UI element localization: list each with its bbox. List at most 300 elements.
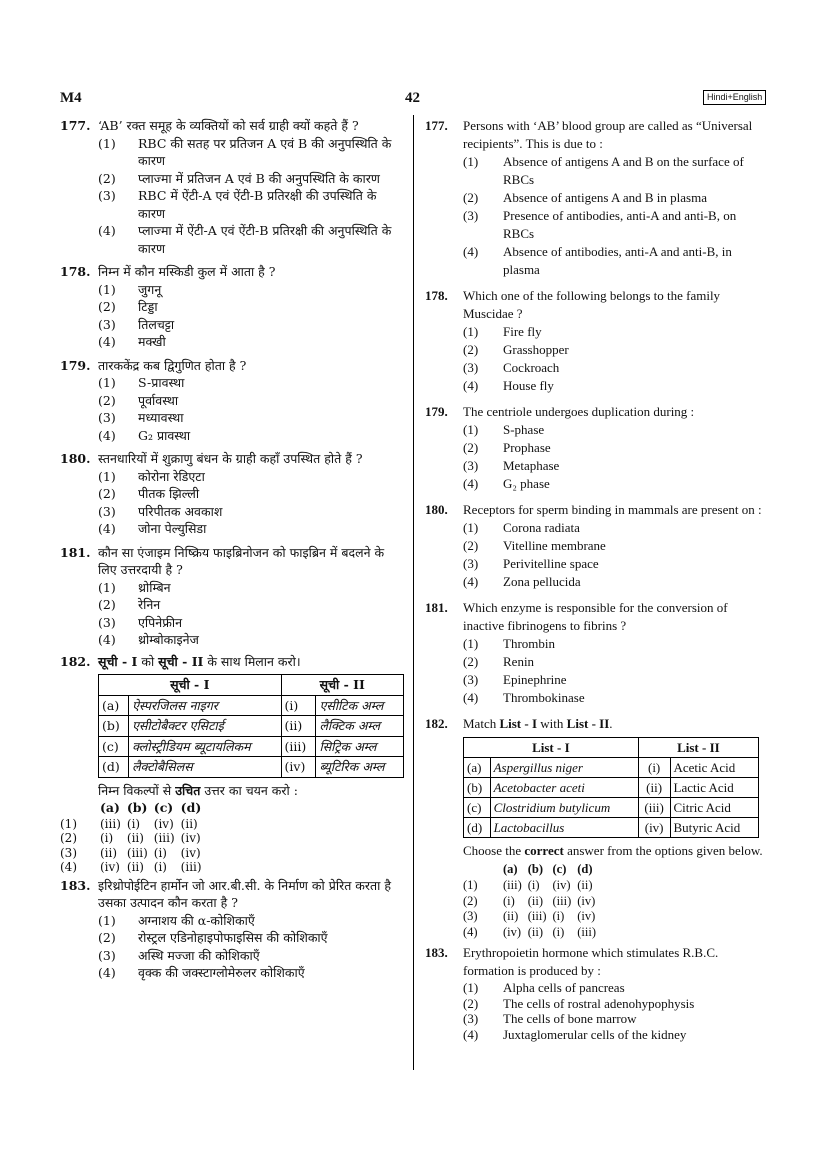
question-text: Which enzyme is responsible for the conversion of inactive fibrinogens to fibrins ? bbox=[463, 600, 728, 633]
match-table bbox=[98, 674, 404, 778]
option-2 bbox=[98, 298, 405, 316]
option-number: (1) bbox=[98, 135, 116, 151]
table-header: सूची - II bbox=[281, 675, 403, 696]
instruction-text bbox=[425, 842, 770, 860]
cell: (iv) bbox=[638, 818, 670, 838]
table-header: List - II bbox=[638, 738, 758, 758]
option-text: रोस्ट्रल एडिनोहाइपोफाइसिस की कोशिकाएँ bbox=[138, 930, 328, 945]
option-text: अग्नाशय की α-कोशिकाएँ bbox=[138, 912, 255, 928]
option-3 bbox=[98, 614, 405, 632]
option-text: वृक्क की जक्स्टाग्लोमेरुलर कोशिकाएँ bbox=[138, 965, 305, 980]
list-1-ref: List - I bbox=[499, 716, 538, 731]
instruction-part: उत्तर का चयन करो : bbox=[200, 782, 298, 798]
option-text: Thrombin bbox=[503, 636, 555, 651]
option-3 bbox=[463, 1011, 770, 1027]
option-4 bbox=[98, 631, 405, 649]
question-text: तारककेंद्र कब द्विगुणित होता है ? bbox=[98, 357, 247, 373]
option-number: (2) bbox=[98, 392, 116, 408]
cell: (2) bbox=[463, 893, 478, 908]
option-3 bbox=[98, 947, 405, 965]
option-number: (4) bbox=[98, 632, 116, 647]
instruction-part: निम्न विकल्पों से bbox=[98, 782, 176, 798]
cell: Citric Acid bbox=[670, 798, 759, 818]
cell: (i) bbox=[527, 878, 540, 892]
question-number: 179. bbox=[60, 357, 91, 373]
cell: (iii) bbox=[552, 893, 572, 908]
question-180-en bbox=[425, 501, 770, 591]
table-row bbox=[464, 798, 759, 818]
option-number: (1) bbox=[463, 324, 479, 339]
option-3 bbox=[98, 187, 405, 222]
option-text: जोना पेल्युसिडा bbox=[138, 521, 207, 536]
cell: (iii) bbox=[527, 909, 547, 923]
option-text: कोरोना रेडिएटा bbox=[138, 468, 205, 484]
option-text: प्लाज्मा में ऐंटी-A एवं ऐंटी-B प्रतिरक्षी की अनुपस्थिति के कारण bbox=[138, 223, 392, 256]
option-number: (4) bbox=[463, 1026, 479, 1042]
answer-head: (d) bbox=[577, 862, 593, 876]
question-179-en bbox=[425, 403, 770, 493]
option-number: (1) bbox=[463, 636, 479, 651]
cell: (iii) bbox=[503, 878, 522, 892]
cell: लैक्टोबैसिलस bbox=[129, 757, 281, 778]
option-text: मक्खी bbox=[138, 334, 166, 349]
question-182-hi bbox=[60, 653, 405, 875]
table-row bbox=[99, 736, 404, 757]
question-text: निम्न में कौन मस्किडी कुल में आता है ? bbox=[98, 264, 276, 279]
option-number: (1) bbox=[98, 468, 116, 484]
option-number: (2) bbox=[98, 597, 116, 612]
option-4 bbox=[98, 222, 405, 257]
cell: (ii) bbox=[126, 831, 144, 845]
cell: सिट्रिक अम्ल bbox=[316, 736, 404, 757]
cell: (3) bbox=[463, 909, 478, 923]
cell: (a) bbox=[99, 695, 129, 716]
cell: (d) bbox=[464, 818, 491, 838]
connector-text: . bbox=[609, 716, 613, 731]
option-1 bbox=[463, 153, 770, 189]
question-number: 177. bbox=[60, 118, 91, 133]
question-text: Receptors for sperm binding in mammals are present on : bbox=[463, 502, 762, 517]
option-number: (2) bbox=[463, 190, 479, 205]
option-3 bbox=[463, 555, 770, 573]
question-182-en bbox=[425, 715, 770, 940]
option-1 bbox=[98, 912, 405, 930]
cell: (iv) bbox=[552, 878, 571, 892]
option-number: (1) bbox=[98, 579, 116, 595]
option-text: रेनिन bbox=[138, 597, 161, 612]
option-number: (1) bbox=[463, 980, 479, 995]
option-4 bbox=[98, 333, 405, 351]
question-179-hi bbox=[60, 357, 405, 445]
cell: (iii) bbox=[638, 798, 670, 818]
option-number: (4) bbox=[98, 334, 116, 349]
connector-text: को bbox=[137, 653, 159, 669]
cell: (i) bbox=[638, 758, 670, 778]
option-1 bbox=[463, 635, 770, 653]
cell: Acetobacter aceti bbox=[490, 778, 638, 798]
answer-row bbox=[60, 860, 208, 875]
cell: (4) bbox=[463, 924, 478, 939]
question-text: The centriole undergoes duplication during : bbox=[463, 404, 695, 419]
instruction-part: answer from the options given below. bbox=[563, 843, 763, 858]
option-text: प्लाज्मा में प्रतिजन A एवं B की अनुपस्थिति के कारण bbox=[138, 170, 380, 186]
cell: (ii) bbox=[577, 878, 593, 892]
option-text: Vitelline membrane bbox=[503, 538, 606, 553]
cell: (iv) bbox=[180, 831, 201, 845]
question-number: 180. bbox=[60, 451, 91, 466]
option-2 bbox=[98, 929, 405, 947]
option-text: थ्रोम्बोकाइनेज bbox=[138, 632, 199, 647]
option-number: (3) bbox=[98, 614, 116, 630]
option-4 bbox=[98, 964, 405, 982]
table-header: सूची - I bbox=[99, 675, 282, 696]
cell: एसीटिक अम्ल bbox=[316, 695, 404, 716]
cell: (c) bbox=[99, 736, 129, 757]
option-text: तिलचट्टा bbox=[138, 316, 175, 332]
question-number: 183. bbox=[425, 945, 448, 960]
question-177-hi bbox=[60, 117, 405, 257]
option-text: S-phase bbox=[503, 422, 545, 437]
question-text: Persons with ‘AB’ blood group are called as “Universal recipients”. This is due to : bbox=[463, 118, 753, 151]
option-4 bbox=[463, 1027, 770, 1043]
option-3 bbox=[98, 409, 405, 427]
instruction-keyword: उचित bbox=[175, 782, 201, 798]
option-2 bbox=[463, 439, 770, 457]
option-3 bbox=[463, 457, 770, 475]
option-number: (2) bbox=[463, 995, 479, 1011]
question-183-en bbox=[425, 944, 770, 1042]
cell: (ii) bbox=[503, 909, 519, 923]
cell: (iv) bbox=[577, 909, 596, 923]
option-text: Juxtaglomerular cells of the kidney bbox=[503, 1026, 687, 1042]
answer-row bbox=[463, 909, 602, 925]
cell: (1) bbox=[60, 816, 77, 831]
table-row bbox=[464, 758, 759, 778]
answer-head: (d) bbox=[180, 800, 202, 815]
english-column bbox=[425, 117, 770, 1042]
cell: (4) bbox=[60, 860, 77, 874]
option-number: (1) bbox=[98, 375, 116, 390]
option-text: एपिनेफ्रीन bbox=[138, 614, 183, 630]
cell: (3) bbox=[60, 845, 77, 860]
answer-row bbox=[60, 831, 208, 846]
answer-row bbox=[60, 817, 208, 832]
option-2 bbox=[463, 653, 770, 671]
option-1 bbox=[98, 374, 405, 392]
question-177-en bbox=[425, 117, 770, 279]
option-2 bbox=[463, 537, 770, 555]
question-181-en bbox=[425, 599, 770, 707]
option-1 bbox=[98, 468, 405, 486]
paper-code: M4 bbox=[60, 90, 82, 106]
option-4 bbox=[98, 427, 405, 445]
cell: Lactic Acid bbox=[670, 778, 759, 798]
option-number: (2) bbox=[98, 299, 116, 314]
option-text: Grasshopper bbox=[503, 342, 569, 357]
cell: क्लोस्ट्रीडियम ब्यूटायलिकम bbox=[129, 736, 281, 757]
option-number: (4) bbox=[463, 378, 479, 393]
question-text: इरिथ्रोपोईटिन हार्मोन जो आर.बी.सी. के निर्माण को प्रेरित करता है उसका उत्पादन कौन करता है ? bbox=[98, 877, 391, 910]
option-number: (3) bbox=[98, 410, 116, 425]
option-text: House fly bbox=[503, 378, 554, 393]
answer-head: (c) bbox=[153, 800, 174, 815]
option-number: (3) bbox=[463, 672, 479, 687]
option-4 bbox=[463, 573, 770, 591]
cell: (i) bbox=[552, 924, 565, 939]
cell: (iii) bbox=[126, 845, 148, 860]
cell: (a) bbox=[464, 758, 491, 778]
cell: (d) bbox=[99, 757, 129, 778]
connector-text: Match bbox=[463, 716, 500, 731]
option-2 bbox=[463, 996, 770, 1012]
cell: Lactobacillus bbox=[490, 818, 638, 838]
table-header: List - I bbox=[464, 738, 639, 758]
option-text: Absence of antigens A and B on the surface of RBCs bbox=[503, 154, 744, 187]
option-text: Epinephrine bbox=[503, 672, 567, 687]
table-row bbox=[99, 695, 404, 716]
option-number: (2) bbox=[98, 486, 116, 501]
question-180-hi bbox=[60, 450, 405, 538]
question-text bbox=[463, 715, 770, 733]
cell: (ii) bbox=[100, 845, 118, 860]
question-number: 178. bbox=[425, 288, 448, 303]
option-text: Corona radiata bbox=[503, 520, 580, 535]
option-number: (3) bbox=[463, 360, 479, 375]
question-178-hi bbox=[60, 263, 405, 351]
option-text: Absence of antigens A and B in plasma bbox=[503, 190, 707, 205]
option-text: Zona pellucida bbox=[503, 574, 581, 589]
connector-text: with bbox=[537, 716, 567, 731]
option-text: Thrombokinase bbox=[503, 690, 585, 705]
question-text: Which one of the following belongs to the family Muscidae ? bbox=[463, 288, 721, 321]
cell: (iv) bbox=[180, 845, 201, 860]
option-text: जुगनू bbox=[138, 281, 162, 297]
table-row bbox=[464, 778, 759, 798]
option-text: Perivitelline space bbox=[503, 556, 599, 571]
option-text: अस्थि मज्जा की कोशिकाएँ bbox=[138, 947, 260, 963]
page-number: 42 bbox=[405, 90, 420, 106]
option-number: (2) bbox=[463, 440, 479, 455]
option-number: (4) bbox=[463, 690, 479, 705]
answer-head: (a) bbox=[503, 862, 518, 876]
answer-row bbox=[463, 925, 602, 941]
answer-head: (b) bbox=[527, 862, 544, 876]
question-number: 182. bbox=[60, 653, 91, 669]
option-2 bbox=[98, 392, 405, 410]
option-text: RBC की सतह पर प्रतिजन A एवं B की अनुपस्थिति के कारण bbox=[138, 135, 392, 168]
option-1 bbox=[98, 579, 405, 597]
option-3 bbox=[463, 671, 770, 689]
option-text: Absence of antibodies, anti-A and anti-B, in plasma bbox=[503, 244, 732, 277]
option-1 bbox=[98, 135, 405, 170]
option-number: (1) bbox=[463, 520, 479, 535]
list-1-ref: सूची - I bbox=[98, 653, 138, 669]
cell: (b) bbox=[99, 716, 129, 737]
option-number: (3) bbox=[98, 947, 116, 963]
question-text: Erythropoietin hormone which stimulates R.B.C. formation is produced by : bbox=[463, 945, 719, 978]
answer-options-table bbox=[463, 860, 602, 940]
option-3 bbox=[463, 359, 770, 377]
option-number: (1) bbox=[463, 154, 479, 169]
question-number: 179. bbox=[425, 404, 448, 419]
option-number: (4) bbox=[463, 476, 479, 491]
cell: (ii) bbox=[638, 778, 670, 798]
cell: (iv) bbox=[577, 893, 596, 908]
question-text: कौन सा एंजाइम निष्क्रिय फाइब्रिनोजन को फाइब्रिन में बदलने के लिए उत्तरदायी है ? bbox=[98, 544, 385, 577]
option-number: (1) bbox=[98, 281, 116, 297]
option-number: (4) bbox=[98, 427, 116, 443]
cell: ऐस्परजिलस नाइगर bbox=[129, 695, 281, 716]
cell: लैक्टिक अम्ल bbox=[316, 716, 404, 737]
cell: (i) bbox=[503, 893, 515, 908]
option-number: (4) bbox=[98, 521, 116, 536]
option-number: (2) bbox=[98, 170, 116, 186]
cell: (iv) bbox=[153, 816, 174, 831]
question-text: ‘AB’ रक्त समूह के व्यक्तियों को सर्व ग्राही क्यों कहते हैं ? bbox=[98, 118, 359, 133]
option-text: Presence of antibodies, anti-A and anti-B, on RBCs bbox=[503, 208, 737, 241]
option-number: (3) bbox=[98, 503, 116, 519]
answer-head: (a) bbox=[100, 800, 120, 815]
cell: Butyric Acid bbox=[670, 818, 759, 838]
option-number: (2) bbox=[463, 654, 479, 669]
question-text: स्तनधारियों में शुक्राणु बंधन के ग्राही कहाँ उपस्थित होते हैं ? bbox=[98, 451, 363, 466]
table-row bbox=[99, 757, 404, 778]
question-number: 180. bbox=[425, 502, 448, 517]
option-4 bbox=[463, 243, 770, 279]
option-number: (3) bbox=[98, 316, 116, 332]
option-text: RBC में ऐंटी-A एवं ऐंटी-B प्रतिरक्षी की उपस्थिति के कारण bbox=[138, 188, 377, 221]
cell: (iii) bbox=[281, 736, 316, 757]
cell: (ii) bbox=[180, 816, 198, 831]
option-1 bbox=[463, 519, 770, 537]
option-number: (3) bbox=[463, 1011, 479, 1026]
cell: (iii) bbox=[153, 831, 175, 845]
option-1 bbox=[463, 980, 770, 996]
cell: (iii) bbox=[100, 816, 121, 831]
option-number: (4) bbox=[463, 574, 479, 589]
cell: (iii) bbox=[577, 924, 596, 939]
option-number: (3) bbox=[98, 188, 116, 203]
cell: (i) bbox=[126, 816, 141, 831]
cell: Clostridium butylicum bbox=[490, 798, 638, 818]
option-number: (2) bbox=[463, 342, 479, 357]
answer-row bbox=[463, 894, 602, 910]
column-divider bbox=[413, 115, 414, 1070]
option-text: S-प्रावस्था bbox=[138, 375, 185, 390]
cell: (iv) bbox=[281, 757, 316, 778]
question-number: 178. bbox=[60, 264, 91, 279]
option-text: Metaphase bbox=[503, 458, 560, 473]
hindi-column bbox=[60, 117, 405, 982]
option-text: Prophase bbox=[503, 440, 551, 455]
list-2-ref: सूची - II bbox=[158, 653, 204, 669]
table-row bbox=[99, 716, 404, 737]
option-1 bbox=[463, 323, 770, 341]
answer-head: (b) bbox=[126, 800, 148, 815]
option-text: पीतक झिल्ली bbox=[138, 486, 200, 501]
option-1 bbox=[98, 281, 405, 299]
question-181-hi bbox=[60, 544, 405, 649]
instruction-text bbox=[98, 782, 405, 800]
answer-head: (c) bbox=[552, 862, 567, 876]
table-row bbox=[464, 818, 759, 838]
option-2 bbox=[463, 189, 770, 207]
cell: Acetic Acid bbox=[670, 758, 759, 778]
option-number: (3) bbox=[463, 458, 479, 473]
option-text: Cockroach bbox=[503, 360, 560, 375]
option-1 bbox=[463, 421, 770, 439]
cell: (ii) bbox=[126, 860, 144, 874]
option-4 bbox=[98, 520, 405, 538]
option-4 bbox=[463, 475, 770, 493]
answer-row bbox=[60, 846, 208, 861]
option-number: (3) bbox=[463, 556, 479, 571]
option-text: Fire fly bbox=[503, 324, 542, 339]
option-number: (3) bbox=[463, 208, 479, 223]
option-number: (2) bbox=[98, 930, 116, 945]
cell: (iv) bbox=[100, 860, 120, 874]
cell: (iv) bbox=[503, 924, 522, 939]
option-number: (4) bbox=[98, 965, 116, 980]
question-number: 183. bbox=[60, 877, 91, 893]
option-text: मध्यावस्था bbox=[138, 410, 184, 425]
option-3 bbox=[98, 316, 405, 334]
option-number: (1) bbox=[98, 912, 116, 928]
cell: (i) bbox=[100, 831, 114, 845]
cell: (i) bbox=[153, 845, 167, 860]
option-text: परिपीतक अवकाश bbox=[138, 503, 223, 519]
option-text: थ्रोम्बिन bbox=[138, 579, 171, 595]
option-text: पूर्वावस्था bbox=[138, 392, 179, 408]
option-number: (4) bbox=[98, 223, 116, 238]
list-2-ref: List - II bbox=[566, 716, 610, 731]
connector-text: के साथ मिलान करो। bbox=[203, 653, 301, 669]
cell: (ii) bbox=[527, 893, 544, 908]
match-table bbox=[463, 737, 759, 838]
cell: (i) bbox=[552, 909, 565, 923]
language-badge: Hindi+English bbox=[703, 90, 766, 105]
cell: एसीटोबैक्टर एसिटाई bbox=[129, 716, 281, 737]
question-183-hi bbox=[60, 877, 405, 982]
answer-row bbox=[463, 878, 602, 894]
cell: (i) bbox=[281, 695, 316, 716]
question-number: 181. bbox=[60, 544, 91, 560]
answer-options-table bbox=[60, 799, 208, 875]
question-number: 177. bbox=[425, 118, 448, 133]
option-4 bbox=[463, 377, 770, 395]
instruction-part: Choose the bbox=[463, 843, 525, 858]
cell: (iii) bbox=[180, 860, 202, 874]
instruction-keyword: correct bbox=[524, 843, 564, 858]
cell: (i) bbox=[153, 860, 167, 874]
option-text: G₂ प्रावस्था bbox=[138, 427, 191, 443]
cell: (2) bbox=[60, 831, 77, 845]
option-4 bbox=[463, 689, 770, 707]
option-text: The cells of bone marrow bbox=[503, 1011, 637, 1026]
question-text bbox=[98, 653, 405, 671]
option-number: (4) bbox=[463, 244, 479, 259]
option-text: Renin bbox=[503, 654, 535, 669]
cell: (c) bbox=[464, 798, 491, 818]
option-2 bbox=[98, 485, 405, 503]
option-3 bbox=[463, 207, 770, 243]
question-number: 182. bbox=[425, 716, 448, 731]
question-178-en bbox=[425, 287, 770, 395]
option-text: टिड्डा bbox=[138, 299, 158, 314]
option-text: G₂ phase bbox=[503, 476, 550, 491]
cell: ब्यूटिरिक अम्ल bbox=[316, 757, 404, 778]
option-number: (2) bbox=[463, 538, 479, 553]
